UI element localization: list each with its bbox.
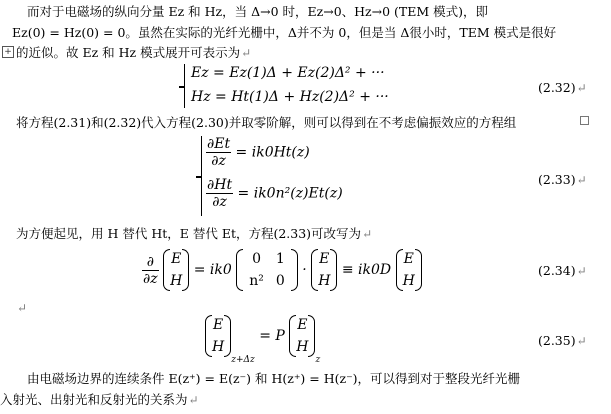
- eq232-row1: Ez = Ez(1)Δ + Ez(2)Δ² + ···: [191, 65, 385, 81]
- eq234-vector1: E H: [163, 248, 189, 292]
- eq233-frac2: $\frac{\partial Ht}{\partial z}$: [207, 177, 233, 210]
- blank-line-mark: ↵: [17, 301, 28, 315]
- eq235-number: (2.35)↵: [538, 333, 587, 348]
- eq234-vector3: E H: [396, 248, 422, 292]
- para1-line1: 而对于电磁场的纵向分量 Ez 和 Hz，当 Δ→0 时，Ez→0、Hz→0 (TEM 模式)，即: [27, 4, 489, 19]
- brace-233: [201, 136, 202, 216]
- eq234: $\frac{\partial}{\partial z}$ E H = ik0 0 1 n² 0 · E H ≡ ik0D E H: [142, 248, 422, 292]
- para2: 将方程(2.31)和(2.32)代入方程(2.30)并取零阶解，则可以得到在不考虑偏振效应的方程组: [16, 115, 517, 130]
- eq233-row2: $\frac{\partial Ht}{\partial z}$ = ik0n²(z)Et(z): [207, 177, 343, 210]
- eq234-vector2: E H: [311, 248, 337, 292]
- eq233-number: (2.33)↵: [538, 172, 587, 187]
- paragraph-mark: ↵: [241, 46, 252, 60]
- eq233-row1: $\frac{\partial Et}{\partial z}$ = ik0Ht(z): [207, 136, 310, 169]
- para3: 为方便起见，用 H 替代 Ht，E 替代 Et，方程(2.33)可改写为↵: [16, 226, 373, 241]
- eq235: E H $_{z+\Delta z}$ = P E H $_z$: [205, 314, 320, 365]
- para1-line3: 的近似。故 Ez 和 Hz 模式展开可表示为↵: [16, 45, 252, 60]
- anchor-icon[interactable]: +: [2, 46, 14, 58]
- eq234-number: (2.34)↵: [538, 263, 587, 278]
- small-square-icon: [580, 116, 589, 125]
- eq232-number: (2.32)↵: [538, 80, 587, 95]
- para4-line1: 由电磁场边界的连续条件 E(z⁺) = E(z⁻) 和 H(z⁺) = H(z⁻)，可以得到对于整段光纤光栅: [27, 371, 521, 386]
- eq235-lhs-vector: E H: [205, 314, 231, 358]
- para4-line2: 入射光、出射光和反射光的关系为↵: [0, 392, 199, 407]
- eq234-matrix: 0 1 n² 0: [236, 248, 298, 292]
- brace-232: [184, 64, 185, 108]
- para1-line2: Ez(0) = Hz(0) = 0。虽然在实际的光纤光栅中，Δ并不为 0，但是当 Δ很小时，TEM 模式是很好: [12, 25, 557, 40]
- eq234-derivative: $\frac{\partial}{\partial z}$: [143, 253, 158, 287]
- eq235-rhs-vector: E H: [289, 314, 315, 358]
- eq232-row2: Hz = Ht(1)Δ + Hz(2)Δ² + ···: [191, 89, 389, 105]
- eq233-frac1: $\frac{\partial Et}{\partial z}$: [207, 136, 231, 169]
